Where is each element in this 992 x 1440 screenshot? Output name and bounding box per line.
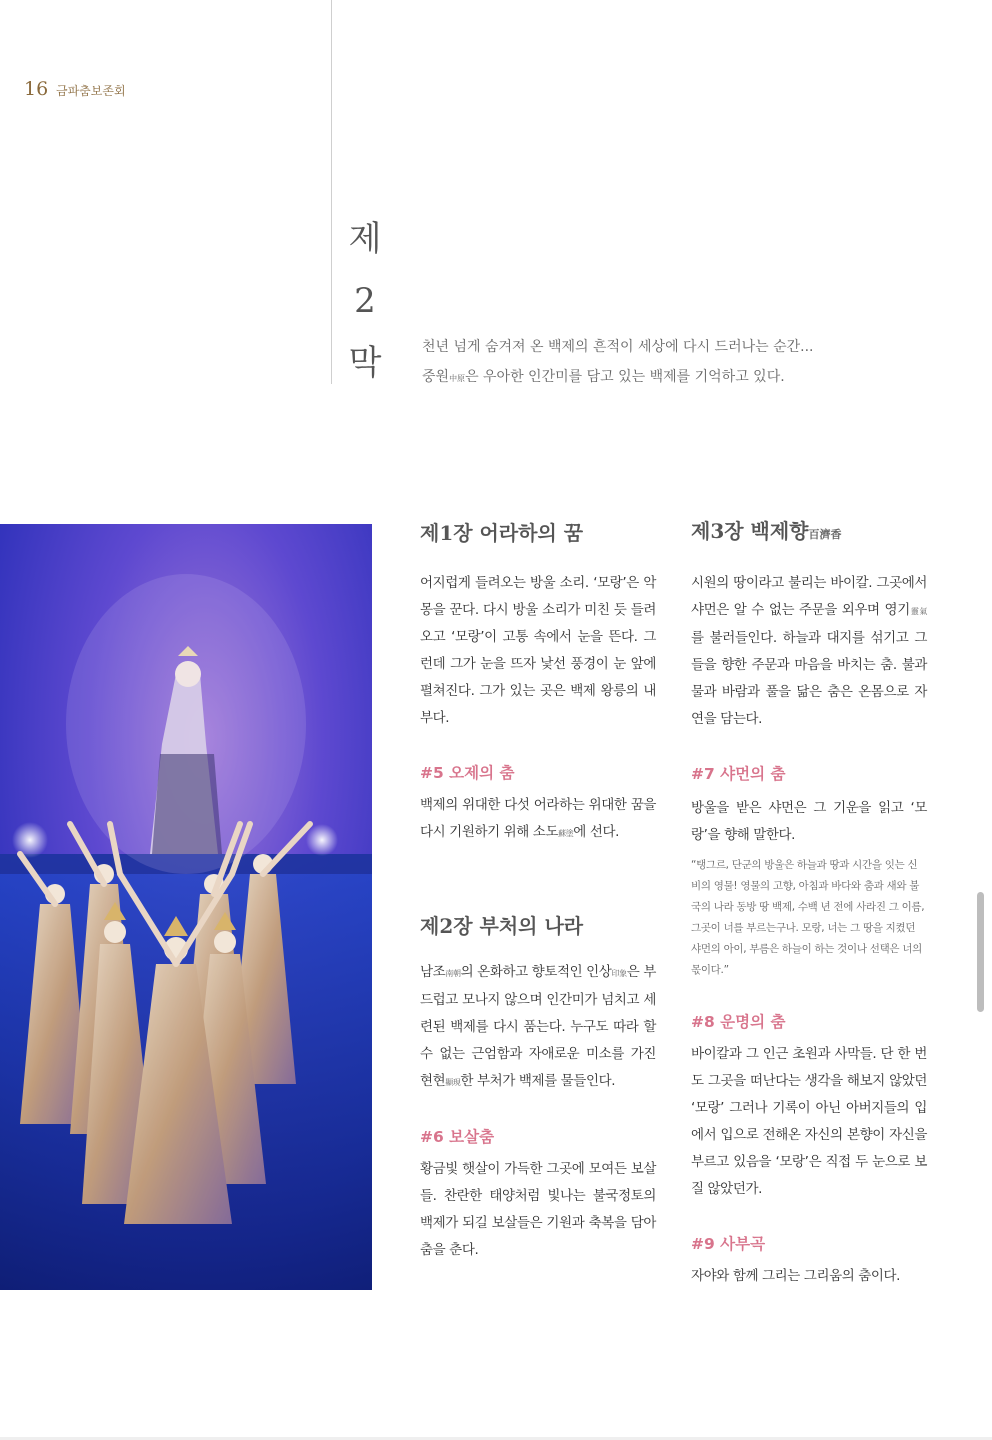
- hanja-annotation: 蘇塗: [558, 829, 574, 838]
- dance-8-title: #8 운명의 춤: [691, 1013, 786, 1031]
- chapter-3-title-text: 제3장 백제향: [691, 519, 809, 543]
- chapter-3-title: [691, 514, 927, 548]
- chapter-1-title: 제1장 어라하의 꿈: [420, 521, 584, 545]
- page-number: 16: [24, 78, 49, 100]
- dance-9-title: #9 사부곡: [691, 1235, 766, 1253]
- body-text: 한 부처가 백제를 물들인다.: [460, 1073, 616, 1089]
- brand-name: 금파춤보존회: [56, 84, 126, 98]
- hanja-annotation: 靈氣: [909, 607, 928, 616]
- act-intro: [422, 332, 892, 394]
- body-text: 를 불러들인다. 하늘과 대지를 섞기고 그들을 향한 주문과 마음을 바치는 춤. 불과 물과 바람과 풀을 닮은 춤은 온몸으로 자연을 담는다.: [691, 630, 927, 727]
- body-text: 의 온화하고 향토적인 인상: [460, 964, 612, 980]
- body-text: 백제의 위대한 다섯 어라하는 위대한 꿈을 다시 기원하기 위해 소도: [420, 797, 656, 840]
- dance-5-title: #5 오제의 춤: [420, 764, 515, 782]
- intro-text: 중원: [422, 369, 450, 385]
- act-char: 막: [348, 343, 382, 383]
- body-text: 남조: [420, 964, 446, 980]
- hanja-annotation: 中原: [449, 374, 466, 383]
- hanja-annotation: 印象: [611, 969, 627, 978]
- scrollbar-thumb[interactable]: [977, 892, 984, 1012]
- body-text: 시원의 땅이라고 불리는 바이칼. 그곳에서 샤먼은 알 수 없는 주문을 외우며 영기: [691, 575, 927, 618]
- dance-8-body: 바이칼과 그 인근 초원과 사막들. 단 한 번도 그곳을 떠난다는 생각을 해보지 않았던 ‘모랑’ 그러나 기록이 아닌 아버지들의 입에서 입으로 전해온 자신의 본향이 자신을 부르고 있음을 ‘모랑’은 직접 두 눈으로 보질 않았던가.: [691, 1046, 927, 1197]
- left-column: [420, 516, 656, 1264]
- body-text: 에 선다.: [573, 824, 620, 840]
- dance-7-body: 방울을 받은 샤먼은 그 기운을 읽고 ‘모랑’을 향해 말한다.: [691, 800, 927, 843]
- hanja-annotation: 百濟香: [808, 528, 842, 541]
- dance-9-body: 자야와 함께 그리는 그리움의 춤이다.: [691, 1268, 901, 1284]
- intro-line-1: 천년 넘게 숨겨져 온 백제의 흔적이 세상에 다시 드러나는 순간...: [422, 339, 814, 355]
- hanja-annotation: 顯現: [445, 1078, 461, 1087]
- stage-photo: [0, 524, 372, 1290]
- chapter-2-title: 제2장 부처의 나라: [420, 914, 584, 938]
- act-char: 제: [348, 219, 382, 259]
- right-column: [691, 514, 927, 1290]
- dance-7-quote: “탱그르, 단군의 방울은 하늘과 땅과 시간을 잇는 신비의 영물! 영물의 고향, 아침과 바다와 춤과 새와 불국의 나라 동방 땅 백제, 수백 년 전에 사라진 그 이름, 그곳이 너를 부르는구나. 모랑, 너는 그 땅을 지켰던 샤먼의 아이, 부름은 하늘이 하는 것이나 선택은 너의 몫이다.”: [691, 859, 925, 976]
- body-text: 은 부드럽고 모나지 않으며 인간미가 넘치고 세련된 백제를 다시 품는다. 누구도 따라 할 수 없는 근엄함과 자애로운 미소를 가진 현현: [420, 964, 656, 1089]
- chapter-3-body: [691, 570, 927, 733]
- stage-photo-image: [0, 524, 372, 1290]
- chapter-2-body: [420, 959, 656, 1096]
- act-title: [340, 208, 390, 394]
- intro-text: 은 우아한 인간미를 담고 있는 백제를 기억하고 있다.: [465, 369, 785, 385]
- vertical-divider: [331, 0, 332, 384]
- chapter-1-body: 어지럽게 들려오는 방울 소리. ‘모랑’은 악몽을 꾼다. 다시 방울 소리가 미친 듯 들려오고 ‘모랑’이 고통 속에서 눈을 뜬다. 그런데 그가 눈을 뜨자 낯선 풍경이 눈 앞에 펼쳐진다. 그가 있는 곳은 백제 왕릉의 내부다.: [420, 575, 656, 726]
- act-char: 2: [354, 281, 376, 321]
- intro-line-2: [422, 362, 892, 394]
- dance-6-title: #6 보살춤: [420, 1128, 495, 1146]
- dance-6-body: 황금빛 햇살이 가득한 그곳에 모여든 보살들. 찬란한 태양처럼 빛나는 불국정토의 백제가 되길 보살들은 기원과 축복을 담아 춤을 춘다.: [420, 1161, 656, 1258]
- hanja-annotation: 南朝: [445, 969, 461, 978]
- dance-5-body: [420, 792, 656, 847]
- dance-7-title: #7 샤먼의 춤: [691, 765, 786, 783]
